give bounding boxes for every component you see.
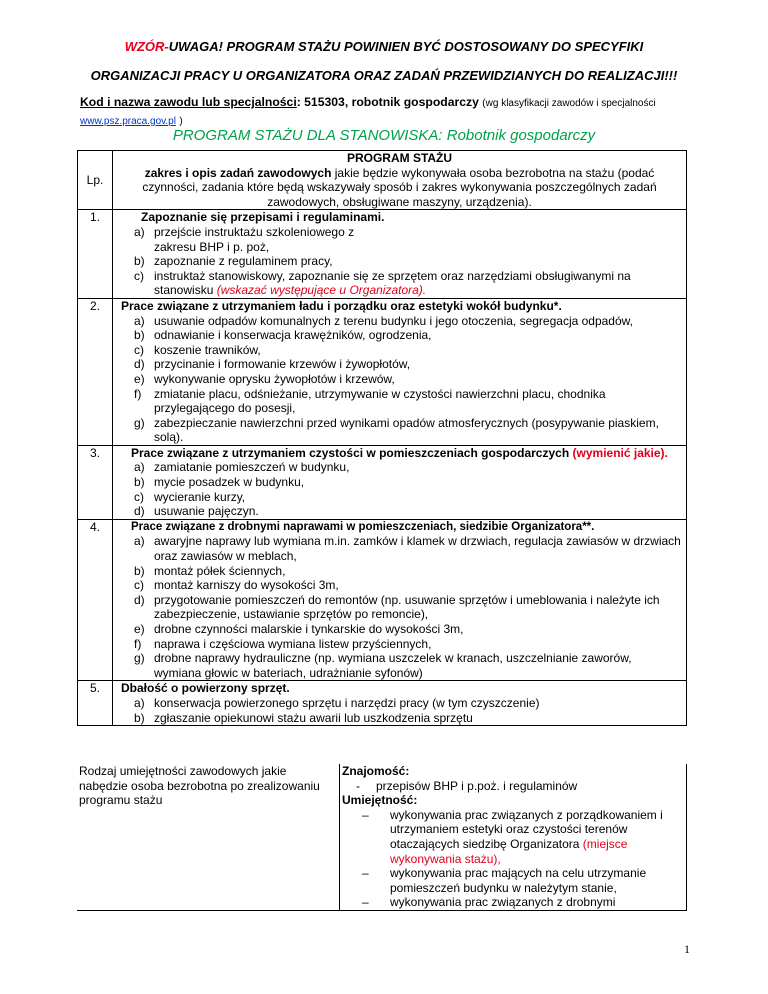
program-header-cell (113, 151, 687, 210)
list-item: d) przygotowanie pomieszczeń do remontów (np. usuwanie sprzętów i umeblowania i należyte ich zabezpieczenie, ustawianie sprzętów po remoncie), (134, 592, 660, 622)
list-item: a) konserwacja powierzonego sprzętu i narzędzi pracy (w tym czyszczenie) (134, 695, 540, 710)
task-list (117, 225, 682, 298)
section-title: Prace związane z drobnymi naprawami w pomieszczeniach, siedzibie Organizatora**. (131, 520, 595, 533)
section-title: Dbałość o powierzony sprzęt. (121, 681, 290, 696)
program-title: PROGRAM STAŻU DLA STANOWISKA: Robotnik gospodarczy (172, 127, 596, 144)
list-item: f) naprawa i częściowa wymiana listew przyściennych, (134, 636, 432, 651)
skills-label-cell: Rodzaj umiejętności zawodowych jakie nabędzie osoba bezrobotna po zrealizowaniu programu stażu (77, 764, 340, 910)
header-warning-line1 (60, 39, 708, 55)
list-item: – wykonywania prac związanych z drobnymi (362, 895, 616, 910)
section-cell (113, 519, 687, 681)
occupation-code-label: Kod i nazwa zawodu lub specjalności (80, 95, 297, 109)
row-number: 3. (78, 445, 113, 519)
warning-text: UWAGA! PROGRAM STAŻU POWINIEN BYĆ DOSTOSOWANY DO SPECYFIKI (168, 39, 644, 54)
occupation-code-value: : 515303, robotnik gospodarczy (296, 95, 479, 109)
link-suffix: ) (179, 116, 183, 127)
table-row (78, 519, 687, 681)
znajomosc-label: Znajomość: (342, 764, 410, 778)
occupation-code (80, 94, 688, 130)
section-cell (113, 445, 687, 519)
page-number: 1 (684, 942, 690, 956)
section-title: Zapoznanie się przepisami i regulaminami. (141, 210, 385, 225)
list-item: d) przycinanie i formowanie krzewów i żywopłotów, (134, 357, 411, 372)
umiejetnosc-label: Umiejętność: (342, 793, 418, 808)
list-item: e) wykonywanie oprysku żywopłotów i krzewów, (134, 371, 395, 386)
list-item: c) koszenie trawników, (134, 342, 261, 357)
list-item: e) drobne czynności malarskie i tynkarskie do wysokości 3m, (134, 622, 464, 636)
list-item: b) odnawianie i konserwacja krawężników, ogrodzenia, (134, 328, 432, 343)
list-item: c) wycieranie kurzy, (134, 489, 246, 504)
list-item: - przepisów BHP i p.poż. i regulaminów (356, 778, 578, 793)
list-item: b) zgłaszanie opiekunowi stażu awarii lub uszkodzenia sprzętu (134, 710, 473, 725)
section-cell (113, 298, 687, 445)
lp-header: Lp. (78, 151, 113, 210)
list-item: – wykonywania prac mających na celu utrzymanie pomieszczeń budynku w należytym stanie, (362, 866, 647, 895)
list-item: d) usuwanie pajęczyn. (134, 504, 259, 519)
table-row (78, 445, 687, 519)
header-warning-line2: ORGANIZACJI PRACY U ORGANIZATORA ORAZ ZADAŃ PRZEWIDZIANYCH DO REALIZACJI!!! (90, 68, 678, 83)
section-title: Prace związane z utrzymaniem czystości w pomieszczeniach gospodarczych (wymienić jakie). (131, 445, 668, 460)
wzor-label: WZÓR- (124, 39, 169, 54)
list-item: b) mycie posadzek w budynku, (134, 475, 305, 490)
list-item: a) awaryjne naprawy lub wymiana m.in. zamków i klamek w drzwiach, regulacja zawiasów w drzwiach oraz zawiasów w meblach, (134, 534, 681, 564)
list-item: a) usuwanie odpadów komunalnych z terenu budynku i jego otoczenia, segregacja odpadów, (134, 313, 633, 328)
skills-row (77, 764, 687, 910)
task-list (117, 696, 682, 725)
list-item: a) zamiatanie pomieszczeń w budynku, (134, 460, 350, 475)
classification-note: (wg klasyfikacji zawodów i specjalności (482, 98, 656, 109)
task-list (117, 460, 682, 518)
skills-content-cell (340, 764, 687, 910)
list-item: a) przejście instruktażu szkoleniowego z zakresu BHP i p. poż, (134, 224, 355, 254)
list-item: – wykonywania prac związanych z porządkowaniem i utrzymaniem estetyki oraz czystości terenów otaczających siedzibę Organizatora (miejsce wykonywania stażu), (362, 807, 663, 866)
row-number: 2. (78, 298, 113, 445)
task-list (117, 534, 682, 680)
section-title: Prace związane z utrzymaniem ładu i porządku oraz estetyki wokół budynku*. (121, 298, 562, 313)
section-cell (113, 210, 687, 299)
list-item: b) montaż półek ściennych, (134, 563, 286, 578)
table-row (78, 681, 687, 726)
row-number: 5. (78, 681, 113, 726)
table-row (78, 298, 687, 445)
list-item: c) montaż karniszy do wysokości 3m, (134, 578, 339, 593)
task-list (117, 314, 682, 445)
table-header-row (78, 151, 687, 210)
program-header-title: PROGRAM STAŻU (346, 151, 453, 165)
list-item: b) zapoznanie z regulaminem pracy, (134, 254, 333, 269)
section-cell (113, 681, 687, 726)
list-item: g) zabezpieczanie nawierzchni przed wynikami opadów atmosferycznych (posypywanie piaskiem, solą). (134, 415, 659, 445)
psz-link[interactable]: www.psz.praca.gov.pl (80, 116, 176, 127)
program-header-desc: zakres i opis zadań zawodowych jakie będzie wykonywała osoba bezrobotna na stażu (podać czynności, zadania które będą wskazywały sposób i zakres wykonywania poszczególnych zadań zawodowych, obsługiwane maszyny, urządzenia). (142, 165, 657, 209)
skills-table (77, 764, 687, 911)
row-number: 4. (78, 519, 113, 681)
row-number: 1. (78, 210, 113, 299)
list-item: c) instruktaż stanowiskowy, zapoznanie się ze sprzętem oraz narzędziami obsługiwanymi na stanowisku (wskazać występujące u Organizatora). (134, 268, 631, 298)
program-table (77, 150, 687, 726)
list-item: g) drobne naprawy hydrauliczne (np. wymiana uszczelek w kranach, uszczelnianie zaworów, wymiana głowic w bateriach, udrażnianie syfonów) (134, 651, 632, 680)
list-item: f) zmiatanie placu, odśnieżanie, utrzymywanie w czystości nawierzchni placu, chodnika przylegającego do posesji, (134, 386, 606, 416)
table-row (78, 210, 687, 299)
